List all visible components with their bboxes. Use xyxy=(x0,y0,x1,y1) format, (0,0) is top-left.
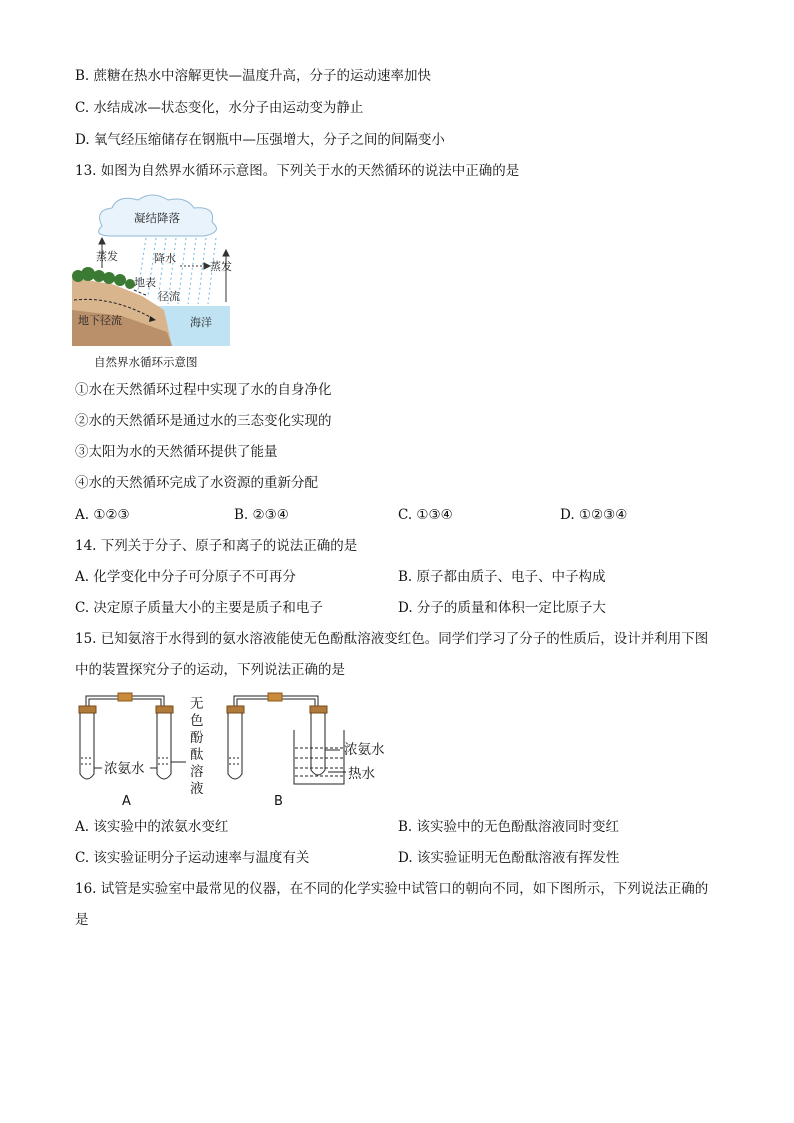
ammonia-experiment-diagram xyxy=(66,688,396,810)
apparatus-a-label: A xyxy=(122,794,131,809)
q14-option-c: C. 决定原子质量大小的主要是质子和电子 xyxy=(75,600,323,616)
surface-label: 地表 xyxy=(134,276,156,289)
q13-option-d: D. ①②③④ xyxy=(560,507,628,523)
q15-option-a: A. 该实验中的浓氨水变红 xyxy=(75,819,229,835)
water-cycle-caption: 自然界水循环示意图 xyxy=(94,355,198,369)
q15-option-c: C. 该实验证明分子运动速率与温度有关 xyxy=(75,850,310,866)
q14-stem: 14. 下列关于分子、原子和离子的说法正确的是 xyxy=(75,538,358,554)
ocean-label: 海洋 xyxy=(190,316,212,329)
water-cycle-figure xyxy=(72,192,232,352)
q13-statement-2: ②水的天然循环是通过水的三态变化实现的 xyxy=(75,413,332,429)
phenol-char-1: 无 xyxy=(190,696,204,712)
phenol-char-5: 溶 xyxy=(190,764,204,780)
ammonia-b-label: 浓氨水 xyxy=(344,742,385,758)
q14-option-d: D. 分子的质量和体积一定比原子大 xyxy=(398,600,606,616)
q13-statement-4: ④水的天然循环完成了水资源的重新分配 xyxy=(75,475,318,491)
phenol-char-2: 色 xyxy=(190,713,204,729)
q15-option-d: D. 该实验证明无色酚酞溶液有挥发性 xyxy=(398,850,620,866)
q15-stem-line1: 15. 已知氨溶于水得到的氨水溶液能使无色酚酞溶液变红色。同学们学习了分子的性质后，设计并利用下图 xyxy=(75,631,709,647)
ammonia-experiment-figure xyxy=(66,688,396,810)
q16-stem-line2: 是 xyxy=(75,912,89,928)
runoff-label: 径流 xyxy=(158,290,180,303)
apparatus-b xyxy=(227,693,346,784)
q13-stem: 13. 如图为自然界水循环示意图。下列关于水的天然循环的说法中正确的是 xyxy=(75,163,520,179)
q12-option-c: C. 水结成冰—状态变化，水分子由运动变为静止 xyxy=(75,100,364,116)
q12-option-b: B. 蔗糖在热水中溶解更快—温度升高，分子的运动速率加快 xyxy=(75,68,432,84)
water-cycle-diagram xyxy=(72,192,232,352)
q13-option-a: A. ①②③ xyxy=(75,507,130,523)
q12-option-d: D. 氧气经压缩储存在钢瓶中—压强增大，分子之间的间隔变小 xyxy=(75,132,445,148)
rain-label: 降水 xyxy=(154,252,176,265)
phenolphthalein-label xyxy=(190,696,204,797)
evaporation-left-label: 蒸发 xyxy=(96,250,118,263)
hot-water-label: 热水 xyxy=(348,766,375,782)
q14-option-b: B. 原子都由质子、电子、中子构成 xyxy=(398,569,606,585)
q13-statement-3: ③太阳为水的天然循环提供了能量 xyxy=(75,444,278,460)
phenol-char-6: 液 xyxy=(190,781,204,797)
q14-option-a: A. 化学变化中分子可分原子不可再分 xyxy=(75,569,296,585)
phenol-char-4: 酞 xyxy=(190,747,204,763)
phenol-char-3: 酚 xyxy=(190,730,204,746)
evaporation-right-label: 蒸发 xyxy=(210,260,232,273)
q16-stem-line1: 16. 试管是实验室中最常见的仪器，在不同的化学实验中试管口的朝向不同，如下图所示，下列说法正确的 xyxy=(75,881,709,897)
q15-option-b: B. 该实验中的无色酚酞溶液同时变红 xyxy=(398,819,620,835)
q15-stem-line2: 中的装置探究分子的运动，下列说法正确的是 xyxy=(75,662,345,678)
q13-statement-1: ①水在天然循环过程中实现了水的自身净化 xyxy=(75,382,332,398)
q13-option-b: B. ②③④ xyxy=(234,507,289,523)
q13-option-c: C. ①③④ xyxy=(398,507,453,523)
ammonia-a-label: 浓氨水 xyxy=(104,761,145,777)
cloud-label: 凝结降落 xyxy=(134,211,180,225)
underground-runoff-label: 地下径流 xyxy=(78,314,122,327)
apparatus-b-label: B xyxy=(274,794,283,809)
